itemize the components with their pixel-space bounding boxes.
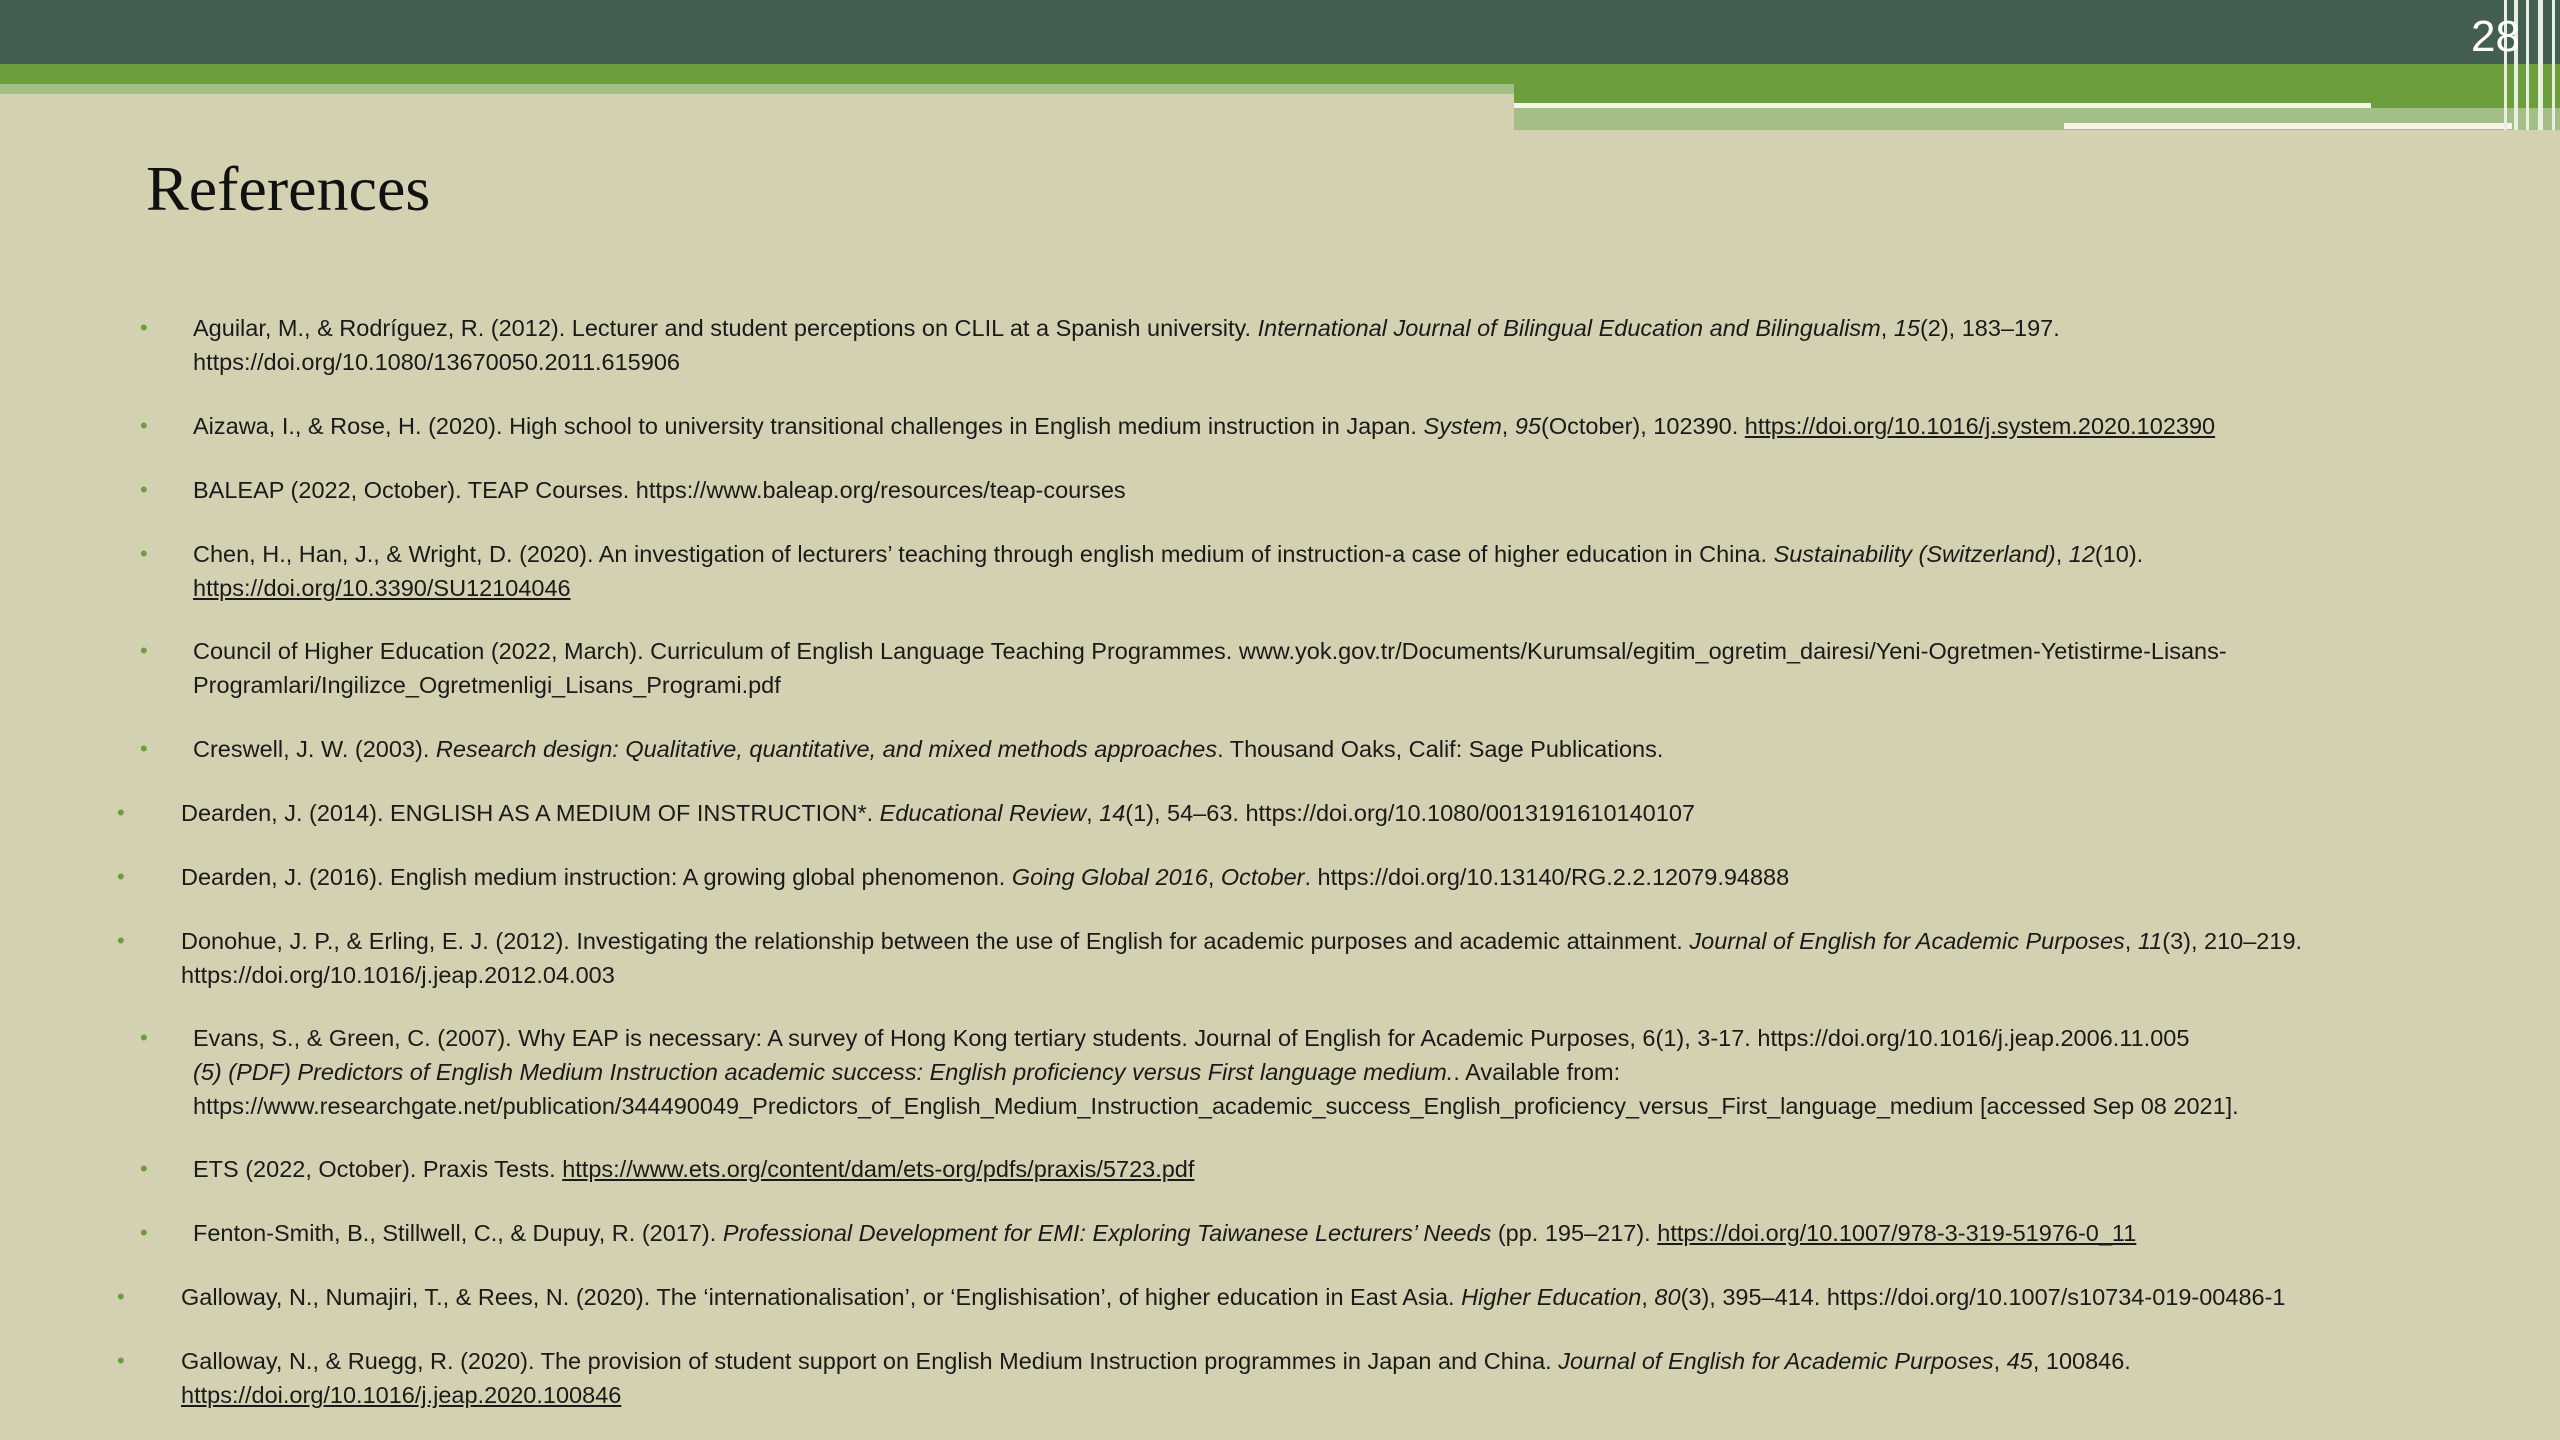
- bullet: •: [140, 1156, 148, 1181]
- bullet: •: [140, 1025, 148, 1050]
- bullet: •: [117, 1348, 125, 1373]
- bullet: •: [140, 736, 148, 761]
- header-line-white-1: [1514, 103, 2371, 108]
- header-band-light: [0, 84, 1514, 94]
- bullet: •: [140, 413, 148, 438]
- bullet: •: [140, 1220, 148, 1245]
- header-band-green: [0, 64, 2560, 84]
- reference-link[interactable]: https://doi.org/10.1007/978-3-319-51976-0_11: [1657, 1220, 2137, 1246]
- bullet: •: [140, 638, 148, 663]
- reference-link[interactable]: https://doi.org/10.3390/SU12104046: [193, 575, 571, 601]
- slide-title: References: [146, 153, 431, 224]
- page-number: 28: [2471, 12, 2520, 61]
- reference-doi: https://doi.org/10.1080/13670050.2011.615906: [193, 349, 680, 375]
- bullet: •: [117, 1284, 125, 1309]
- bullet: •: [140, 315, 148, 340]
- bullet: •: [117, 800, 125, 825]
- header-band-dark: [0, 0, 2560, 64]
- slide: 28 References • Aguilar, M., & Rodríguez, R. (2012). Lecturer and student perceptions on CLIL at a Spanish university. International Journal of Bilingual Education and Bilingualism, 15(2), 183–197. https://doi.org/10.1080/13670050.2011.615906 • Aizawa, I., & Rose, H. (2020). High school to university transitional challenges in English medium instruction in Japan. System, 95(October), 102390. https://doi.org/10.1016/j.system.2020.102390 • BALEAP (2022, October). TEAP Courses. https://www.baleap.org/resources/teap-courses • Chen, H., Han, J., & Wright, D. (2020). An investigation of lecturers’ teaching through english medium of instruction-a case of higher education in China. Sustainability (Switzerland), 12(10). https://doi.org/10.3390/SU12104046 • Council of Higher Education (2022, March). Curriculum of English Language Teaching Programmes. www.yok.gov.tr/Documents/Kurumsal/egitim_ogretim_dairesi/Yeni-Ogretmen-Yetistirme-Lisans- Programlari/Ingilizce_Ogretmenligi_Lisans_Programi.pdf • Creswell, J. W. (2003). Research design: Qualitative, quantitative, and mixed methods approaches. Thousand Oaks, Calif: Sage Publications. • Dearden, J. (2014). ENGLISH AS A MEDIUM OF INSTRUCTION*. Educational Review, 14(1), 54–63. https://doi.org/10.1080/0013191610140107 • Dearden, J. (2016). English medium instruction: A growing global phenomenon. Going Global 2016, October. https://doi.org/10.13140/RG.2.2.12079.94888 • Donohue, J. P., & Erling, E. J. (2012). Investigating the relationship between the use of English for academic purposes and academic attainment. Journal of English for Academic Purposes, 11(3), 210–219. https://doi.org/10.1016/j.jeap.2012.04.003 • Evans, S., & Green, C. (2007). Why EAP is necessary: A survey of Hong Kong tertiary students. Journal of English for Academic Purposes, 6(1), 3-17. https://doi.org/10.1016/j.jeap.2006.11.005 (5) (PDF) Predictors of English Medium Instruction academic success: English proficiency versus First language medium.. Available from: https://www.researchgate.net/publication/344490049_Predictors_of_English_Medium_Instruction_academic_success_English_proficiency_versus_First_language_medium [accessed Sep 08 2021]. • ETS (2022, October). Praxis Tests. https://www.ets.org/content/dam/ets-org/pdfs/praxis/5723.pdf • Fenton-Smith, B., Stillwell, C., & Dupuy, R. (2017). Professional Development for EMI: Exploring Taiwanese Lecturers’ Needs (pp. 195–217). https://doi.org/10.1007/978-3-319-51976-0_11 • Galloway, N., Numajiri, T., & Rees, N. (2020). The ‘internationalisation’, or ‘Englishisation’, of higher education in East Asia. Higher Education, 80(3), 395–414. https://doi.org/10.1007/s10734-019-00486-1 • Galloway, N., & Ruegg, R. (2020). The provision of student support on English Medium Instruction programmes in Japan and China. Journal of English for Academic Purposes, 45, 100846. https://doi.org/10.1016/j.jeap.2020.100846: [0, 0, 2560, 1440]
- bullet: •: [140, 477, 148, 502]
- bullet: •: [117, 864, 125, 889]
- bullet: •: [140, 541, 148, 566]
- reference-link[interactable]: https://doi.org/10.1016/j.jeap.2020.100846: [181, 1382, 622, 1408]
- bullet: •: [117, 928, 125, 953]
- reference-link[interactable]: https://doi.org/10.1016/j.system.2020.102390: [1744, 413, 2216, 439]
- header-line-white-2: [2064, 123, 2512, 129]
- reference-link[interactable]: https://www.ets.org/content/dam/ets-org/pdfs/praxis/5723.pdf: [562, 1156, 1195, 1182]
